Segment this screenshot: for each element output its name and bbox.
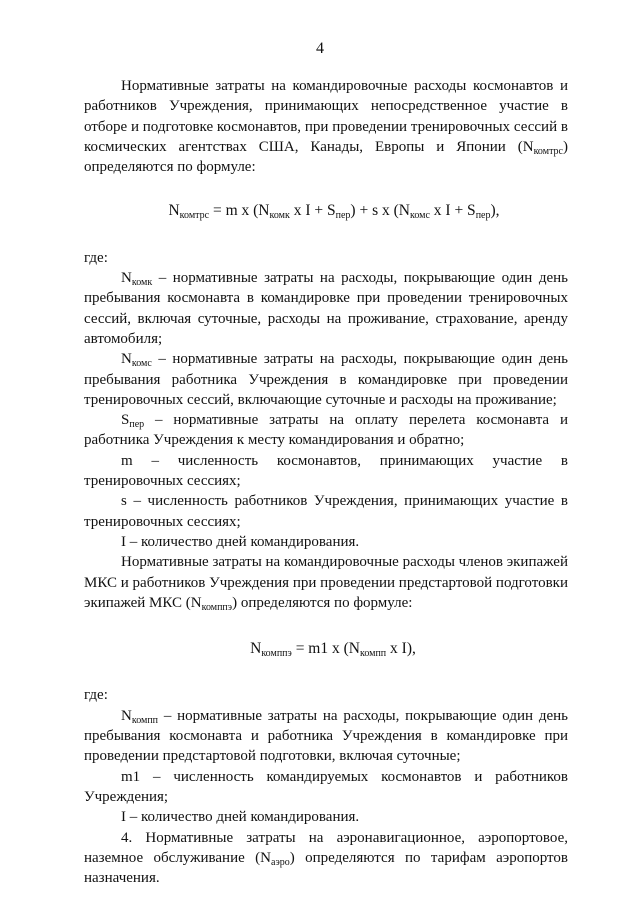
- def-symbol-sub: пер: [129, 419, 145, 431]
- mks-paragraph: [84, 552, 568, 613]
- def-symbol: S: [121, 412, 130, 429]
- def-symbol-sub: комс: [131, 358, 152, 370]
- page-number: 4: [316, 40, 324, 57]
- def-m1: [84, 767, 568, 808]
- formula-komppe: [84, 639, 568, 659]
- f1-part4: x I + S: [429, 202, 476, 220]
- section-4-tail: ) определяются по тарифам аэропортов назначения.: [84, 849, 568, 887]
- f2-lhs-sub: комппэ: [261, 648, 292, 660]
- def-symbol: I: [121, 533, 126, 550]
- intro-tail: ) определяются по формуле:: [84, 138, 568, 176]
- def-i-2: [84, 807, 568, 827]
- def-n-kompp: [84, 706, 568, 767]
- f1-part3: ) + s x (N: [350, 202, 410, 220]
- f1-part1: = m x (N: [209, 202, 270, 220]
- def-s: [84, 491, 568, 532]
- f2-part1-sub: компп: [359, 648, 387, 660]
- intro-paragraph: [84, 76, 568, 177]
- f1-lhs-sub: комтрс: [179, 210, 210, 222]
- def-symbol: N: [121, 351, 132, 368]
- f2-lhs: N: [250, 640, 262, 658]
- def-symbol-sub: компп: [131, 714, 159, 726]
- def-text: – численность космонавтов, принимающих участие в тренировочных сессиях;: [84, 452, 572, 490]
- def-text: – численность работников Учреждения, принимающих участие в тренировочных сессиях;: [84, 493, 568, 530]
- formula-komtrs: [84, 201, 568, 221]
- def-text: – количество дней командирования.: [126, 533, 360, 550]
- def-symbol: N: [121, 707, 132, 724]
- f1-lhs: N: [168, 202, 180, 220]
- section-4-paragraph: [84, 828, 568, 889]
- def-symbol: m: [121, 452, 133, 469]
- f1-part5: ),: [490, 202, 500, 220]
- f2-part2: x I),: [386, 640, 416, 658]
- section-4-text: 4. Нормативные затраты на аэронавигационное, аэропортовое, наземное обслуживание (N: [84, 829, 568, 866]
- mks-tail: ) определяются по формуле:: [232, 594, 413, 611]
- where-label-1: где:: [84, 249, 108, 266]
- f1-part3-sub: комс: [409, 210, 430, 222]
- f2-part1: = m1 x (N: [291, 640, 360, 658]
- def-symbol-sub: комк: [131, 277, 153, 289]
- def-text: – нормативные затраты на расходы, покрывающие один день пребывания космонавта в командировке при проведении тренировочных сессий, включая суточные, расходы на проживание, страхование, аренду автомобиля;: [84, 270, 568, 347]
- def-symbol: m1: [121, 768, 141, 785]
- intro-subscript: комтрс: [533, 145, 563, 157]
- where-label-2: где:: [84, 687, 108, 704]
- document-body: [84, 76, 572, 888]
- def-i: [84, 532, 568, 552]
- def-text: – численность командируемых космонавтов и работников Учреждения;: [84, 768, 568, 805]
- def-text: – нормативные затраты на расходы, покрывающие один день пребывания космонавта и работника Учреждения в командировке при проведении предстартовой подготовки, включая суточные;: [84, 707, 568, 765]
- def-symbol: N: [121, 270, 132, 287]
- mks-subscript: комппэ: [201, 601, 233, 613]
- f1-part1-sub: комк: [269, 210, 290, 222]
- def-m: [84, 451, 572, 492]
- f1-part2-sub: пер: [335, 210, 351, 222]
- def-n-komk: [84, 268, 568, 349]
- intro-text: Нормативные затраты на командировочные расходы космонавтов и работников Учреждения, принимающих непосредственное участие в отборе и подготовке космонавтов, при проведении тренировочных сессий в космических агентствах США, Канады, Европы и Японии (N: [84, 78, 568, 155]
- f1-part2: x I + S: [289, 202, 336, 220]
- def-text: – нормативные затраты на оплату перелета космонавта и работника Учреждения к месту командирования и обратно;: [84, 412, 568, 449]
- mks-text: Нормативные затраты на командировочные расходы членов экипажей МКС и работников Учреждения при проведении предстартовой подготовки экипажей МКС (N: [84, 554, 568, 611]
- def-n-koms: [84, 349, 568, 410]
- def-text: – количество дней командирования.: [126, 809, 360, 826]
- f1-part4-sub: пер: [475, 210, 491, 222]
- def-s-per: [84, 410, 568, 451]
- def-symbol: I: [121, 809, 126, 826]
- section-4-subscript: аэро: [271, 856, 290, 868]
- def-text: – нормативные затраты на расходы, покрывающие один день пребывания работника Учреждения в командировке при проведении тренировочных сессий, включающие суточные и расходы на проживание;: [84, 351, 568, 408]
- def-symbol: s: [121, 493, 127, 510]
